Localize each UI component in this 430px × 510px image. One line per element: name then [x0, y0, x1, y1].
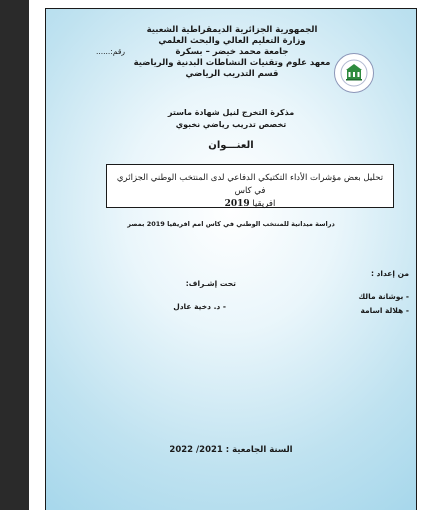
thesis-title-line1: تحليل بعض مؤشرات الأداء التكتيكي الدفاعي لدى المنتخب الوطني الجزائري في كاس [116, 173, 384, 196]
ministry-header [132, 25, 332, 80]
supervisor-name: - د. دخية عادل [173, 302, 226, 311]
memo-block [46, 107, 416, 131]
academic-year: السنة الجامعية : 2021/ 2022 [169, 445, 293, 455]
prepared-by-label: من إعداد : [370, 269, 409, 278]
thesis-title-year: 2019 [224, 199, 250, 209]
header-line-institute: معهد علوم وتقنيات النشاطات البدنية والرياضية [133, 58, 331, 68]
thesis-title-line2 [113, 198, 387, 211]
header-line-republic: الجمهورية الجزائرية الديمقراطية الشعبية [146, 25, 318, 35]
student-name-2: - هلالة اسامة [360, 306, 409, 315]
window-left-bar [0, 0, 29, 510]
study-subtitle: دراسة ميدانية للمنتخب الوطني في كاس امم افريقيا 2019 بمصر [127, 220, 335, 228]
thesis-title-line2-text: افريقيا [249, 199, 276, 209]
cover-page [45, 8, 417, 510]
thesis-title-box [106, 164, 394, 208]
header-line-university: جامعة محمد خيضر – بسكرة [175, 47, 289, 57]
university-logo-icon [334, 53, 374, 93]
title-heading: العنـــوان [208, 140, 254, 151]
header-line-ministry: وزارة التعليم العالي والبحث العلمي [158, 36, 306, 46]
reference-number: رقم:...... [96, 47, 126, 56]
header-line-department: قسم التدريب الرياضي [185, 69, 279, 79]
memo-specialty: تخصص تدريب رياضي نخبوي [175, 120, 287, 129]
memo-degree: مذكرة التخرج لنيل شهادة ماستر [167, 108, 295, 117]
supervisor-label: تحت إشـراف: [185, 279, 236, 288]
student-name-1: - بوشانة مالك [358, 292, 409, 301]
